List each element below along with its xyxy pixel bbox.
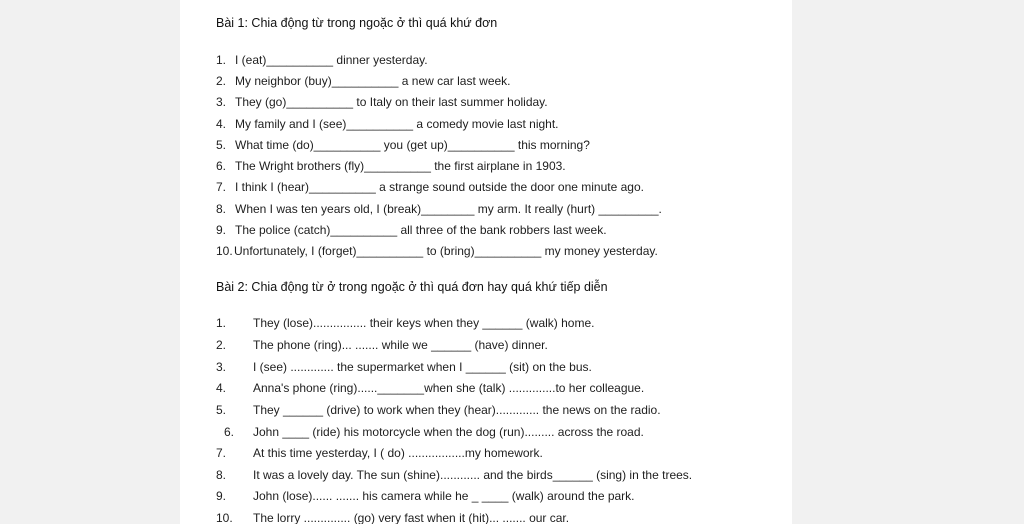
- item-number: 3.: [216, 95, 227, 109]
- item-number: 10.: [216, 511, 233, 524]
- worksheet-page: [180, 0, 792, 524]
- section2-title: Bài 2: Chia động từ ở trong ngoặc ở thì quá đơn hay quá khứ tiếp diễn: [216, 280, 608, 294]
- item-text: The police (catch)__________ all three of the bank robbers last week.: [235, 223, 607, 237]
- item-number: 8.: [216, 468, 227, 482]
- item-text: They (go)__________ to Italy on their last summer holiday.: [235, 95, 548, 109]
- item-text: The phone (ring)... ....... while we ______ (have) dinner.: [253, 338, 548, 352]
- item-text: I think I (hear)__________ a strange sound outside the door one minute ago.: [235, 180, 644, 194]
- section1-title: Bài 1: Chia động từ trong ngoặc ở thì quá khứ đơn: [216, 16, 498, 30]
- item-number: 7.: [216, 446, 227, 460]
- item-number: 1.: [216, 316, 227, 330]
- item-number: 8.: [216, 202, 227, 216]
- item-text: John (lose)...... ....... his camera while he _ ____ (walk) around the park.: [253, 489, 635, 503]
- item-number: 5.: [216, 403, 227, 417]
- item-text: I (see) ............. the supermarket when I ______ (sit) on the bus.: [253, 360, 592, 374]
- item-text: They ______ (drive) to work when they (hear)............. the news on the radio.: [253, 403, 661, 417]
- item-text: What time (do)__________ you (get up)__________ this morning?: [235, 138, 590, 152]
- item-text: At this time yesterday, I ( do) .................my homework.: [253, 446, 543, 460]
- item-text: My family and I (see)__________ a comedy movie last night.: [235, 117, 559, 131]
- item-number: 1.: [216, 53, 227, 67]
- item-number: 6.: [224, 425, 235, 439]
- item-text: My neighbor (buy)__________ a new car last week.: [235, 74, 511, 88]
- section2-list: [180, 0, 792, 524]
- item-text: John ____ (ride) his motorcycle when the dog (run)......... across the road.: [253, 425, 644, 439]
- item-number: 9.: [216, 223, 227, 237]
- item-number: 4.: [216, 381, 227, 395]
- item-text: Anna's phone (ring)......_______when she (talk) ..............to her colleague.: [253, 381, 645, 395]
- item-text: Unfortunately, I (forget)__________ to (bring)__________ my money yesterday.: [234, 244, 658, 258]
- item-number: 5.: [216, 138, 227, 152]
- item-number: 10.: [216, 244, 233, 258]
- item-number: 3.: [216, 360, 227, 374]
- item-number: 7.: [216, 180, 227, 194]
- item-number: 6.: [216, 159, 227, 173]
- item-text: The lorry .............. (go) very fast when it (hit)... ....... our car.: [253, 511, 570, 524]
- item-number: 9.: [216, 489, 227, 503]
- item-number: 2.: [216, 338, 227, 352]
- item-text: When I was ten years old, I (break)________ my arm. It really (hurt) _________.: [235, 202, 662, 216]
- item-text: The Wright brothers (fly)__________ the first airplane in 1903.: [235, 159, 566, 173]
- item-text: It was a lovely day. The sun (shine)............ and the birds______ (sing) in the trees.: [253, 468, 693, 482]
- item-text: They (lose)................ their keys when they ______ (walk) home.: [253, 316, 595, 330]
- item-text: I (eat)__________ dinner yesterday.: [235, 53, 428, 67]
- item-number: 2.: [216, 74, 227, 88]
- item-number: 4.: [216, 117, 227, 131]
